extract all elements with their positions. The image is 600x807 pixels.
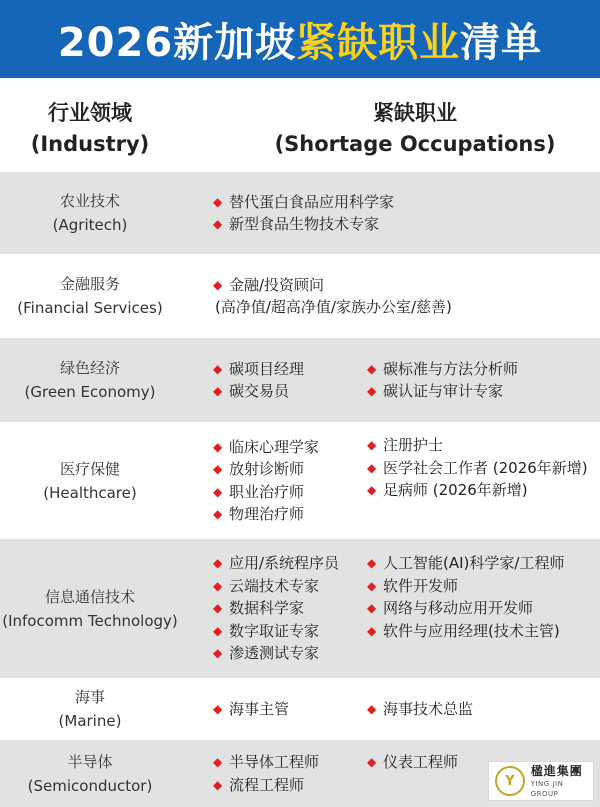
occupations-header-cn: 紧缺职业 (373, 101, 457, 125)
occupation-list-right (367, 422, 600, 539)
table-row-healthcare (0, 422, 600, 539)
occupation-item: ◆ 应用/系统程序员 (213, 552, 363, 575)
red-diamond-icon: ◆ (367, 623, 377, 638)
occupations-column-header (205, 98, 600, 160)
occupations-header-en: (Shortage Occupations) (274, 132, 556, 156)
red-diamond-icon: ◆ (213, 439, 223, 454)
occupation-item: ◆ 碳交易员 (213, 380, 363, 403)
red-diamond-icon: ◆ (213, 277, 223, 292)
industry-name-cn: 医疗保健 (59, 459, 120, 478)
occupation-list-left (213, 740, 363, 807)
industry-name-en: (Semiconductor) (27, 776, 153, 795)
brand-text (531, 764, 593, 799)
red-diamond-icon: ◆ (367, 601, 377, 615)
industry-name-en: (Agritech) (52, 216, 128, 234)
industry-name-cn: 海事 (74, 688, 105, 706)
red-diamond-icon: ◆ (213, 623, 223, 638)
title-suffix: 清单 (460, 19, 543, 66)
brand-mark-icon: Y (495, 766, 525, 796)
occupation-item: ◆ 碳标准与方法分析师 (367, 358, 600, 381)
red-diamond-icon: ◆ (367, 361, 377, 376)
brand-logo (488, 761, 594, 801)
industry-cell (0, 678, 180, 740)
title-prefix: 2026新加坡 (57, 19, 297, 66)
industry-cell (0, 254, 180, 338)
red-diamond-icon: ◆ (367, 460, 377, 475)
red-diamond-icon: ◆ (213, 507, 223, 521)
table-row-green-economy (0, 338, 600, 422)
occupation-item: ◆ 软件开发师 (367, 575, 600, 598)
table-row-marine (0, 678, 600, 740)
occupation-item: ◆ 海事技术总监 (367, 698, 600, 721)
red-diamond-icon: ◆ (213, 601, 223, 616)
table-row-infocomm-technology (0, 539, 600, 678)
occupation-list-right (367, 338, 600, 422)
occupation-item: ◆ 数据科学家 (213, 597, 363, 620)
occupation-item: ◆ 临床心理学家 (213, 436, 363, 459)
red-diamond-icon: ◆ (213, 484, 223, 499)
title-highlight: 紧缺职业 (296, 19, 461, 66)
industry-name-cn: 农业技术 (59, 192, 120, 210)
industry-name-en: (Infocomm Technology) (2, 611, 178, 630)
table-row-agritech (0, 172, 600, 254)
occupation-item: ◆ 放射诊断师 (213, 458, 363, 481)
industry-column-header (0, 98, 180, 160)
industry-name-en: (Marine) (58, 712, 122, 730)
occupation-list-left (213, 678, 363, 740)
occupation-list-left (213, 422, 363, 539)
red-diamond-icon: ◆ (367, 578, 377, 593)
table-row-financial-services (0, 254, 600, 338)
occupation-item: ◆ 医学社会工作者 (2026年新增) (367, 457, 600, 480)
industry-cell (0, 740, 180, 807)
occupation-item: ◆ 碳项目经理 (213, 358, 363, 381)
industry-name-cn: 信息通信技术 (44, 587, 135, 606)
occupation-item: ◆ 金融/投资顾问 (213, 274, 593, 297)
table-header (0, 80, 600, 172)
red-diamond-icon: ◆ (213, 384, 223, 398)
industry-name-cn: 金融服务 (59, 275, 120, 293)
occupation-note: (高净值/超高净值/家族办公室/慈善) (215, 298, 452, 316)
occupation-item: ◆ 网络与移动应用开发师 (367, 597, 600, 620)
occupation-item: ◆ 替代蛋白食品应用科学家 (213, 191, 593, 214)
industry-header-en: (Industry) (30, 132, 150, 156)
red-diamond-icon: ◆ (213, 217, 223, 231)
red-diamond-icon: ◆ (213, 755, 223, 769)
occupation-list-left (213, 338, 363, 422)
industry-cell (0, 422, 180, 539)
industry-cell (0, 338, 180, 422)
occupation-list-right (367, 539, 600, 678)
occupation-item: ◆ 云端技术专家 (213, 575, 363, 598)
occupation-item: ◆ 足病师 (2026年新增) (367, 479, 600, 502)
industry-header-cn: 行业领域 (48, 101, 132, 125)
occupation-item: ◆ 新型食品生物技术专家 (213, 213, 593, 236)
red-diamond-icon: ◆ (213, 646, 223, 661)
red-diamond-icon: ◆ (367, 384, 377, 398)
industry-name-en: (Healthcare) (43, 483, 137, 502)
brand-name-cn: 楹進集團 (530, 763, 583, 778)
red-diamond-icon: ◆ (367, 556, 377, 570)
occupation-item: ◆ 海事主管 (213, 698, 363, 721)
industry-cell (0, 172, 180, 254)
red-diamond-icon: ◆ (213, 777, 223, 792)
occupation-list-left (213, 539, 363, 678)
occupation-item: ◆ 软件与应用经理(技术主管) (367, 620, 600, 643)
occupation-list (213, 254, 593, 338)
occupation-item: ◆ 半导体工程师 (213, 751, 363, 774)
occupation-list-right (367, 678, 600, 740)
occupation-item: ◆ 渗透测试专家 (213, 642, 363, 665)
occupation-item: ◆ 碳认证与审计专家 (367, 380, 600, 403)
red-diamond-icon: ◆ (213, 556, 223, 571)
occupation-list (213, 172, 593, 254)
industry-name-cn: 绿色经济 (59, 359, 120, 377)
occupation-item: ◆ 仪表工程师 (367, 751, 600, 774)
occupation-item: ◆ 注册护士 (367, 434, 600, 457)
red-diamond-icon: ◆ (213, 194, 223, 209)
red-diamond-icon: ◆ (213, 361, 223, 376)
red-diamond-icon: ◆ (213, 578, 223, 593)
red-diamond-icon: ◆ (367, 438, 377, 452)
brand-name-en: YING JIN GROUP (530, 779, 564, 798)
red-diamond-icon: ◆ (367, 701, 377, 716)
industry-name-en: (Financial Services) (17, 299, 163, 317)
page-title (0, 0, 600, 78)
red-diamond-icon: ◆ (213, 701, 223, 716)
occupation-item: ◆ 物理治疗师 (213, 503, 363, 526)
industry-cell (0, 539, 180, 678)
red-diamond-icon: ◆ (367, 755, 377, 769)
red-diamond-icon: ◆ (213, 462, 223, 476)
occupation-item: ◆ 人工智能(AI)科学家/工程师 (367, 552, 600, 575)
occupation-item: ◆ 流程工程师 (213, 774, 363, 797)
red-diamond-icon: ◆ (367, 483, 377, 497)
industry-name-en: (Green Economy) (24, 383, 156, 401)
occupation-item: ◆ 职业治疗师 (213, 481, 363, 504)
occupation-item: ◆ 数字取证专家 (213, 620, 363, 643)
industry-name-cn: 半导体 (67, 752, 113, 771)
